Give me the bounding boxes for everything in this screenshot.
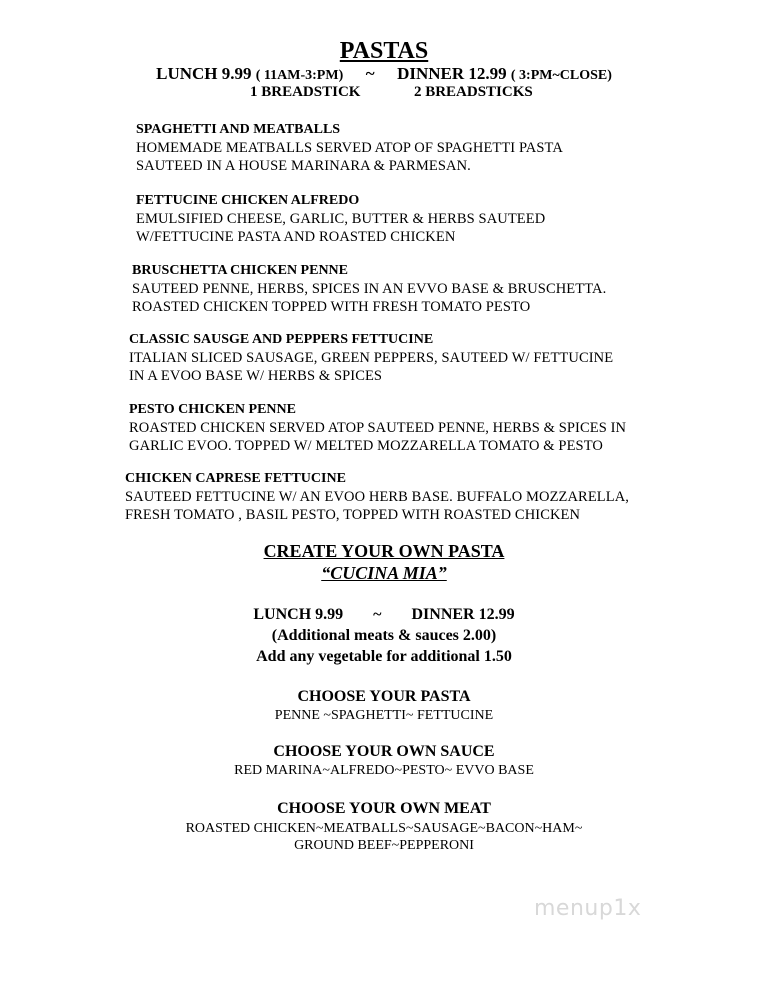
- item-name: FETTUCINE CHICKEN ALFREDO: [136, 193, 360, 208]
- item-name: CLASSIC SAUSGE AND PEPPERS FETTUCINE: [129, 332, 434, 347]
- lunch-hours: ( 11AM-3:PM): [255, 68, 344, 83]
- create-your-own-title: CREATE YOUR OWN PASTA: [263, 541, 505, 561]
- item-description: SAUTEED FETTUCINE W/ AN EVOO HERB BASE. BUFFALO MOZZARELLA,: [125, 489, 629, 505]
- meat-options: ROASTED CHICKEN~MEATBALLS~SAUSAGE~BACON~HAM~: [185, 821, 583, 836]
- choose-meat-heading: CHOOSE YOUR OWN MEAT: [277, 800, 491, 817]
- choose-sauce-heading: CHOOSE YOUR OWN SAUCE: [273, 743, 495, 760]
- item-description: W/FETTUCINE PASTA AND ROASTED CHICKEN: [136, 229, 456, 245]
- create-your-own-prices: [0, 606, 768, 624]
- sauce-options: RED MARINA~ALFREDO~PESTO~ EVVO BASE: [234, 763, 534, 778]
- item-description: FRESH TOMATO , BASIL PESTO, TOPPED WITH ROASTED CHICKEN: [125, 507, 581, 523]
- item-description: IN A EVOO BASE W/ HERBS & SPICES: [129, 368, 383, 384]
- menu-item: [129, 401, 626, 455]
- item-name: BRUSCHETTA CHICKEN PENNE: [132, 263, 349, 278]
- breadstick-line: [250, 84, 533, 101]
- cyo-price-separator: ~: [373, 606, 382, 623]
- dinner-hours: ( 3:PM~CLOSE): [510, 68, 612, 83]
- item-description: GARLIC EVOO. TOPPED W/ MELTED MOZZARELLA TOMATO & PESTO: [129, 438, 603, 454]
- menu-item: [136, 121, 563, 175]
- menu-item: [129, 331, 613, 385]
- meat-options: GROUND BEEF~PEPPERONI: [294, 838, 474, 853]
- menu-item: [136, 192, 545, 246]
- cyo-dinner-price: DINNER 12.99: [411, 606, 515, 623]
- item-description: SAUTEED IN A HOUSE MARINARA & PARMESAN.: [136, 158, 471, 174]
- page-title: PASTAS: [339, 38, 429, 64]
- dinner-price: DINNER 12.99: [397, 64, 507, 83]
- item-name: SPAGHETTI AND MEATBALLS: [136, 122, 341, 137]
- additional-meats-note: (Additional meats & sauces 2.00): [271, 627, 497, 644]
- price-separator: ~: [365, 64, 375, 83]
- cyo-lunch-price: LUNCH 9.99: [253, 606, 344, 623]
- create-your-own-subtitle: “CUCINA MIA”: [321, 563, 447, 583]
- pasta-options: PENNE ~SPAGHETTI~ FETTUCINE: [274, 708, 494, 723]
- item-description: HOMEMADE MEATBALLS SERVED ATOP OF SPAGHETTI PASTA: [136, 140, 563, 156]
- item-description: SAUTEED PENNE, HERBS, SPICES IN AN EVVO BASE & BRUSCHETTA.: [132, 281, 607, 297]
- item-description: ROASTED CHICKEN TOPPED WITH FRESH TOMATO PESTO: [132, 299, 531, 315]
- watermark-logo: menup1x: [534, 896, 642, 921]
- price-line: [0, 64, 768, 84]
- item-description: ITALIAN SLICED SAUSAGE, GREEN PEPPERS, SAUTEED W/ FETTUCINE: [129, 350, 614, 366]
- item-name: CHICKEN CAPRESE FETTUCINE: [125, 471, 346, 486]
- lunch-price: LUNCH 9.99: [156, 64, 252, 83]
- lunch-breadstick: 1 BREADSTICK: [250, 84, 361, 100]
- menu-item: [132, 262, 606, 316]
- dinner-breadstick: 2 BREADSTICKS: [413, 84, 533, 100]
- item-description: ROASTED CHICKEN SERVED ATOP SAUTEED PENNE, HERBS & SPICES IN: [129, 420, 627, 436]
- vegetable-note: Add any vegetable for additional 1.50: [256, 648, 512, 665]
- item-name: PESTO CHICKEN PENNE: [129, 402, 296, 417]
- choose-pasta-heading: CHOOSE YOUR PASTA: [297, 688, 471, 705]
- menu-item: [125, 470, 629, 524]
- item-description: EMULSIFIED CHEESE, GARLIC, BUTTER & HERBS SAUTEED: [136, 211, 546, 227]
